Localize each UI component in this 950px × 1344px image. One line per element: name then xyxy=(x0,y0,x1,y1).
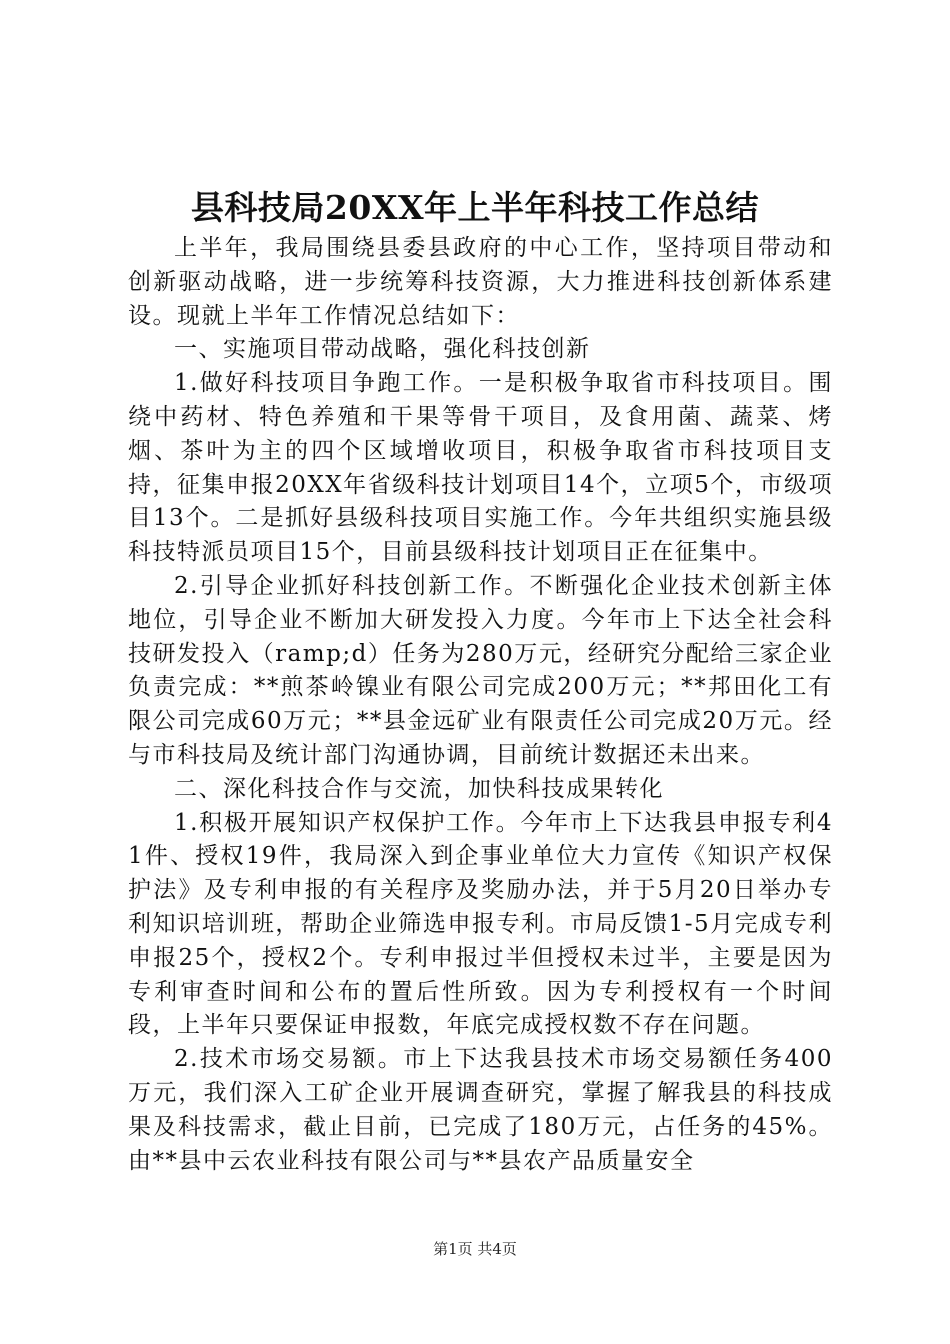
section-heading-2: 二、深化科技合作与交流，加快科技成果转化 xyxy=(174,775,664,802)
paragraph-ip-protection: 1.积极开展知识产权保护工作。今年市上下达我县申报专利41件、授权19件，我局深入到企事业单位大力宣传《知识产权保护法》及专利申报的有关程序及奖励办法，并于5月20日举办专利知识培训班，帮助企业筛选申报专利。市局反馈1-5月完成专利申报25个，授权2个。专利申报过半但授权未过半，主要是因为专利审查时间和公布的置后性所致。因为专利授权有一个时间段，上半年只要保证申报数，年底完成授权数不存在问题。 xyxy=(128,809,833,1039)
document-body xyxy=(128,232,833,1178)
paragraph-enterprise-innovation: 2.引导企业抓好科技创新工作。不断强化企业技术创新主体地位，引导企业不断加大研发投入力度。今年市上下达全社会科技研发投入（ramp;d）任务为280万元，经研究分配给三家企业负责完成：**煎茶岭镍业有限公司完成200万元；**邦田化工有限公司完成60万元；**县金远矿业有限责任公司完成20万元。经与市科技局及统计部门沟通协调，目前统计数据还未出来。 xyxy=(128,572,833,768)
paragraph-project-application: 1.做好科技项目争跑工作。一是积极争取省市科技项目。围绕中药材、特色养殖和干果等骨干项目，及食用菌、蔬菜、烤烟、茶叶为主的四个区域增收项目，积极争取省市科技项目支持，征集申报20XX年省级科技计划项目14个，立项5个，市级项目13个。二是抓好县级科技项目实施工作。今年共组织实施县级科技特派员项目15个，目前县级科技计划项目正在征集中。 xyxy=(128,370,833,566)
paragraph-intro: 上半年，我局围绕县委县政府的中心工作，坚持项目带动和创新驱动战略，进一步统筹科技资源，大力推进科技创新体系建设。现就上半年工作情况总结如下： xyxy=(128,235,833,329)
document-title: 县科技局20XX年上半年科技工作总结 xyxy=(190,188,760,227)
section-heading-1: 一、实施项目带动战略，强化科技创新 xyxy=(174,336,591,363)
paragraph-technology-market: 2.技术市场交易额。市上下达我县技术市场交易额任务400万元，我们深入工矿企业开展调查研究，掌握了解我县的科技成果及科技需求，截止目前，已完成了180万元，占任务的45%。由**县中云农业科技有限公司与**县农产品质量安全 xyxy=(128,1046,833,1174)
page-number-footer: 第1页 共4页 xyxy=(433,1240,517,1258)
